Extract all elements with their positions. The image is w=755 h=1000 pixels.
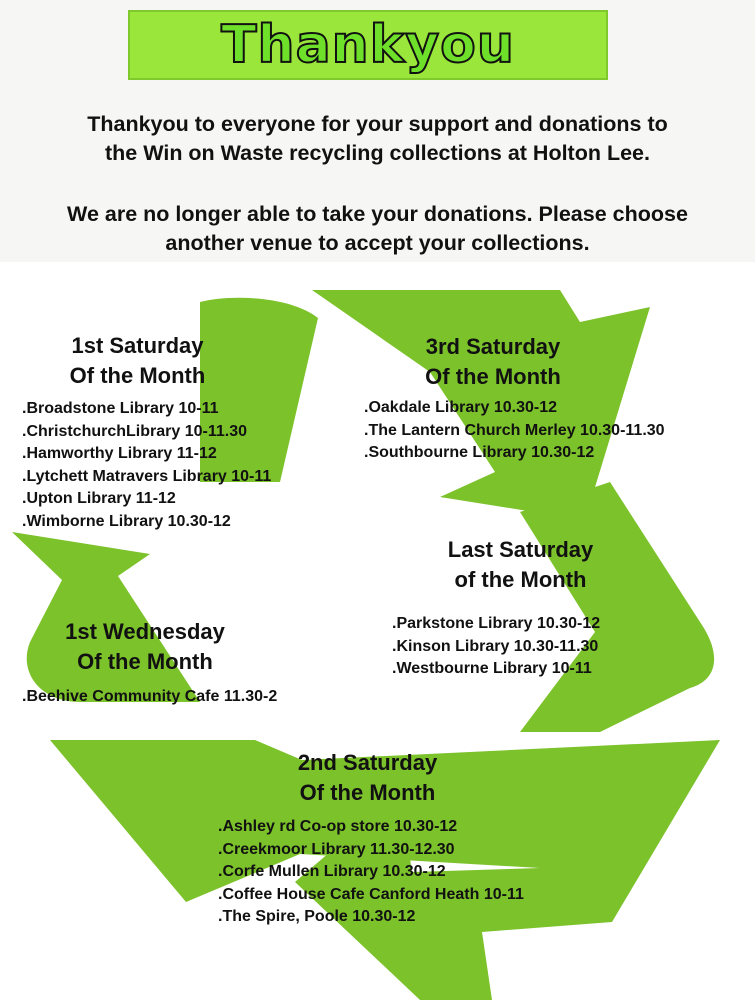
second-saturday-heading-2: Of the Month <box>299 780 436 805</box>
last-saturday-venue-list <box>392 613 600 681</box>
intro-line-1: Thankyou to everyone for your support and donations to <box>87 112 668 136</box>
venue-item: .The Spire, Poole 10.30-12 <box>218 908 416 925</box>
first-wednesday-venue-list <box>22 686 277 709</box>
first-wednesday-section <box>35 617 255 677</box>
last-saturday-heading-2: of the Month <box>454 567 587 592</box>
venue-item: .The Lantern Church Merley 10.30-11.30 <box>364 421 665 439</box>
thank-you-message <box>0 110 755 168</box>
venue-item: .Kinson Library 10.30-11.30 <box>392 637 599 655</box>
venue-item: .Parkstone Library 10.30-12 <box>392 615 601 632</box>
venue-item: .Corfe Mullen Library 10.30-12 <box>218 863 446 880</box>
first-wednesday-heading-2: Of the Month <box>77 649 213 674</box>
last-saturday-heading-1: Last Saturday <box>447 537 594 562</box>
venue-item: .Creekmoor Library 11.30-12.30 <box>218 840 455 858</box>
second-saturday-heading-1: 2nd Saturday <box>297 750 438 775</box>
venue-item: .Coffee House Cafe Canford Heath 10-11 <box>218 885 524 903</box>
third-saturday-section <box>393 332 593 392</box>
intro-line-4: another venue to accept your collections. <box>165 231 590 255</box>
notice-message <box>0 200 755 258</box>
venue-item: .ChristchurchLibrary 10-11.30 <box>22 422 247 440</box>
page-title: Thankyou <box>221 15 515 75</box>
third-saturday-heading-2: Of the Month <box>425 364 561 389</box>
venue-item: .Broadstone Library 10-11 <box>22 400 219 417</box>
first-saturday-venue-list <box>22 398 271 533</box>
third-saturday-venue-list <box>364 397 665 465</box>
venue-item: .Oakdale Library 10.30-12 <box>364 399 557 416</box>
title-banner <box>128 10 608 80</box>
last-saturday-section <box>418 535 623 595</box>
first-wednesday-heading-1: 1st Wednesday <box>65 619 225 644</box>
venue-item: .Southbourne Library 10.30-12 <box>364 444 595 461</box>
second-saturday-section <box>265 748 470 808</box>
venue-item: .Beehive Community Cafe 11.30-2 <box>22 688 278 705</box>
intro-line-2: the Win on Waste recycling collections at Holton Lee. <box>105 141 650 165</box>
first-saturday-heading-2: Of the Month <box>69 363 206 388</box>
venue-item: .Wimborne Library 10.30-12 <box>22 512 231 530</box>
second-saturday-venue-list <box>218 816 524 929</box>
third-saturday-heading-1: 3rd Saturday <box>425 334 561 359</box>
venue-item: .Westbourne Library 10-11 <box>392 660 592 677</box>
venue-item: .Upton Library 11-12 <box>22 490 176 507</box>
first-saturday-section <box>40 331 235 391</box>
venue-item: .Hamworthy Library 11-12 <box>22 445 217 462</box>
first-saturday-heading-1: 1st Saturday <box>71 333 204 358</box>
recycle-arrow-right <box>520 482 714 732</box>
venue-item: .Ashley rd Co-op store 10.30-12 <box>218 818 458 835</box>
venue-item: .Lytchett Matravers Library 10-11 <box>22 467 272 485</box>
intro-line-3: We are no longer able to take your donations. Please choose <box>67 202 688 226</box>
